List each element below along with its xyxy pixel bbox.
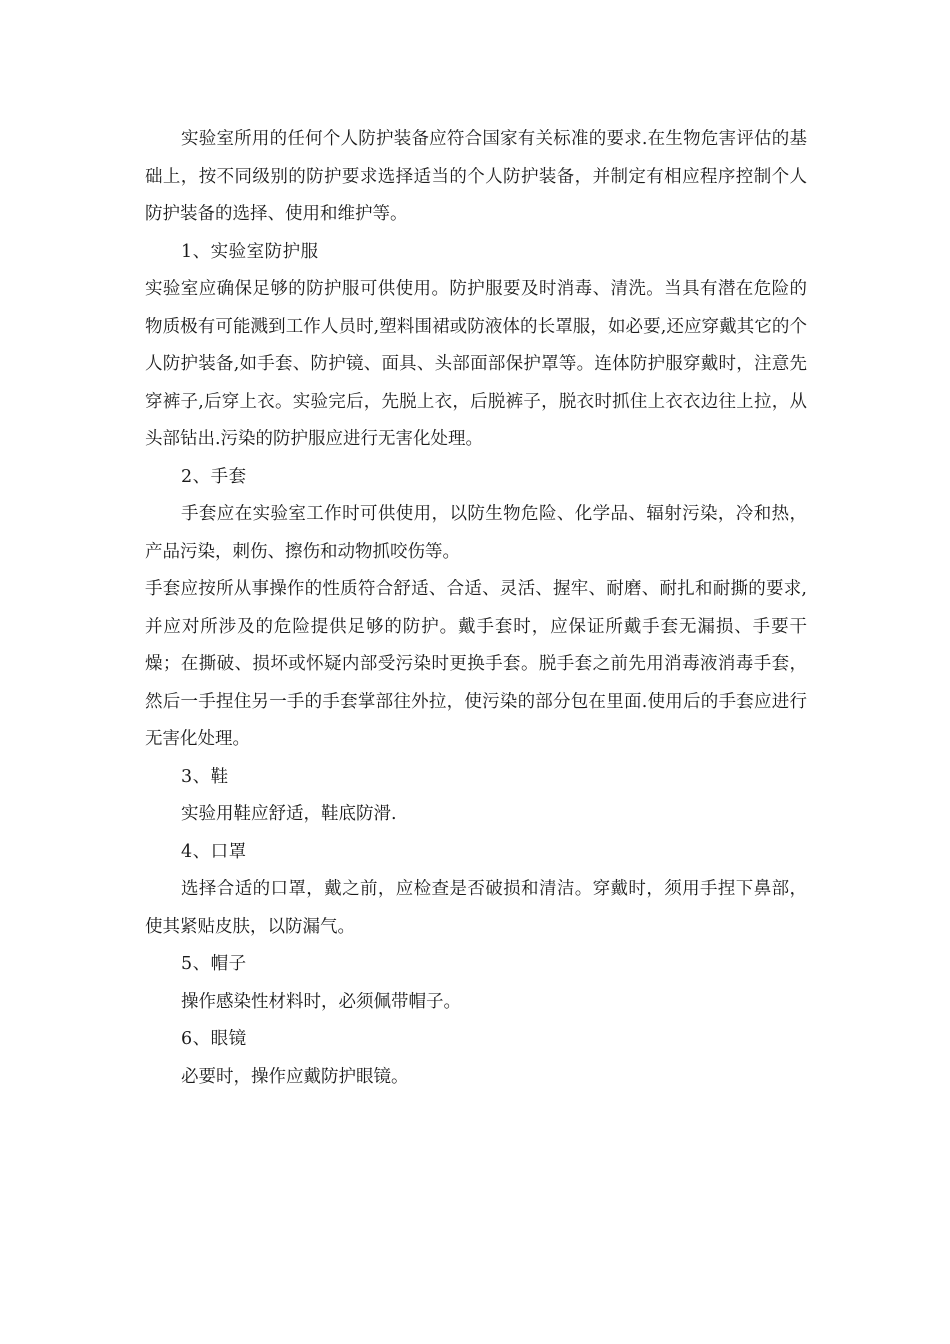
section-heading-lab-coat: 1、实验室防护服 xyxy=(181,241,319,262)
section-paragraph-shoes: 实验用鞋应舒适，鞋底防滑. xyxy=(181,804,397,824)
section-paragraph-gloves-2: 手套应按所从事操作的性质符合舒适、合适、灵活、握牢、耐磨、耐扎和耐撕的要求,并应对所涉及的危险提供足够的防护。戴手套时，应保证所戴手套无漏损、手要干燥；在撕破、损坏或怀疑内部受污染时更换手套。脱手套之前先用消毒液消毒手套，然后一手捏住另一手的手套掌部往外拉，使污染的部分包在里面.使用后的手套应进行无害化处理。 xyxy=(145,579,807,749)
section-paragraph-glasses: 必要时，操作应戴防护眼镜。 xyxy=(181,1066,409,1087)
section-paragraph-lab-coat: 实验室应确保足够的防护服可供使用。防护服要及时消毒、清洗。当具有潜在危险的物质极有可能溅到工作人员时,塑料围裙或防液体的长罩服，如必要,还应穿戴其它的个人防护装备,如手套、防护镜、面具、头部面部保护罩等。连体防护服穿戴时，注意先穿裤子,后穿上衣。实验完后，先脱上衣，后脱裤子，脱衣时抓住上衣衣边往上拉，从头部钻出.污染的防护服应进行无害化处理。 xyxy=(145,279,807,449)
intro-paragraph: 实验室所用的任何个人防护装备应符合国家有关标准的要求.在生物危害评估的基础上，按不同级别的防护要求选择适当的个人防护装备，并制定有相应程序控制个人防护装备的选择、使用和维护等。 xyxy=(145,129,807,224)
section-paragraph-mask: 选择合适的口罩，戴之前，应检查是否破损和清洁。穿戴时，须用手捏下鼻部，使其紧贴皮肤，以防漏气。 xyxy=(145,879,807,937)
section-heading-mask: 4、口罩 xyxy=(181,841,247,862)
section-heading-shoes: 3、鞋 xyxy=(181,766,229,787)
section-paragraph-gloves-1: 手套应在实验室工作时可供使用，以防生物危险、化学品、辐射污染，冷和热，产品污染，刺伤、擦伤和动物抓咬伤等。 xyxy=(145,504,807,562)
section-paragraph-hat: 操作感染性材料时，必须佩带帽子。 xyxy=(181,991,461,1012)
section-heading-gloves: 2、手套 xyxy=(181,466,247,487)
section-heading-hat: 5、帽子 xyxy=(181,954,247,974)
section-heading-glasses: 6、眼镜 xyxy=(181,1029,247,1049)
document-page xyxy=(145,121,807,1096)
